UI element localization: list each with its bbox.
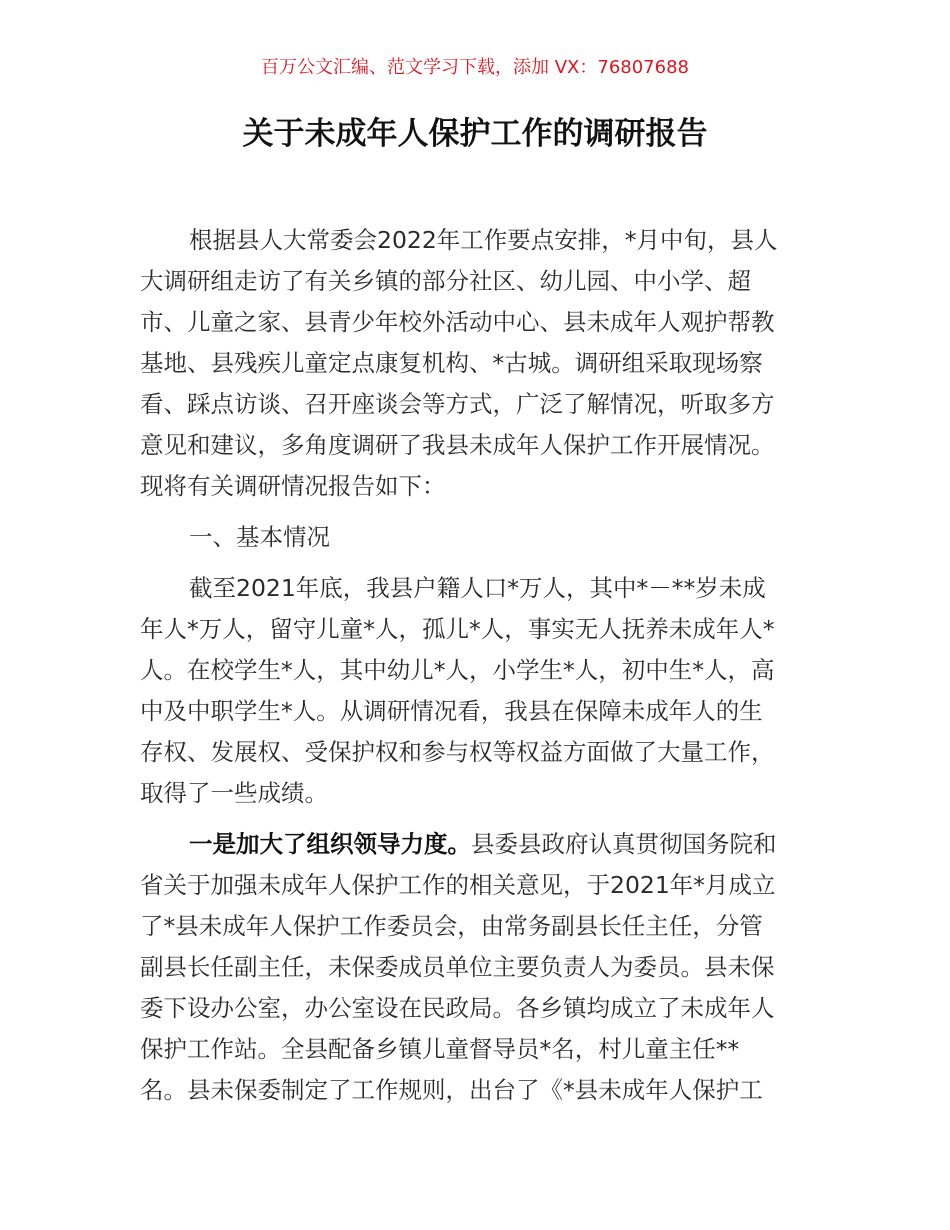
document-title: 关于未成年人保护工作的调研报告 [242, 116, 708, 152]
text-line [140, 691, 820, 732]
text-line [140, 568, 820, 609]
text-line [140, 261, 820, 302]
line-text: 中及中职学生*人。从调研情况看，我县在保障未成年人的生 [140, 697, 763, 725]
line-text: 省关于加强未成年人保护工作的相关意见，于2021年*月成立 [140, 871, 776, 899]
text-line [140, 773, 820, 814]
watermark-banner: 百万公文汇编、范文学习下载，添加 VX：76807688 [261, 57, 689, 78]
text-line [140, 906, 820, 947]
text-line [140, 220, 820, 261]
line-text: 一、基本情况 [189, 523, 330, 551]
line-text: 保护工作站。全县配备乡镇儿童督导员*名，村儿童主任** [140, 1035, 740, 1063]
line-text: 根据县人大常委会2022年工作要点安排，*月中旬，县人 [189, 226, 778, 254]
text-line [140, 732, 820, 773]
text-line [140, 947, 820, 988]
line-text: 看、踩点访谈、召开座谈会等方式，广泛了解情况，听取多方 [140, 390, 775, 418]
line-text: 县委县政府认真贯彻国务院和 [471, 830, 777, 858]
paragraph [140, 517, 820, 558]
line-text: 现将有关调研情况报告如下： [140, 472, 446, 500]
line-text: 名。县未保委制定了工作规则，出台了《*县未成年人保护工 [140, 1076, 763, 1104]
line-text: 截至2021年底，我县户籍人口*万人，其中*－**岁未成 [189, 574, 766, 602]
text-line [140, 384, 820, 425]
text-line [140, 1070, 820, 1111]
paragraph [140, 568, 820, 814]
text-line [140, 466, 820, 507]
text-line [140, 425, 820, 466]
line-text: 市、儿童之家、县青少年校外活动中心、县未成年人观护帮教 [140, 308, 775, 336]
paragraph [140, 824, 820, 1111]
line-text: 年人*万人，留守儿童*人，孤儿*人，事实无人抚养未成年人* [140, 615, 775, 643]
text-line [140, 343, 820, 384]
text-line [140, 609, 820, 650]
text-line [140, 865, 820, 906]
text-line [140, 824, 820, 865]
document-body [140, 220, 820, 1121]
text-line [140, 650, 820, 691]
line-text: 了*县未成年人保护工作委员会，由常务副县长任主任，分管 [140, 912, 763, 940]
line-text: 委下设办公室，办公室设在民政局。各乡镇均成立了未成年人 [140, 994, 775, 1022]
text-line [140, 517, 820, 558]
line-text: 副县长任副主任，未保委成员单位主要负责人为委员。县未保 [140, 953, 775, 981]
text-line [140, 1029, 820, 1070]
line-text: 基地、县残疾儿童定点康复机构、*古城。调研组采取现场察 [140, 349, 763, 377]
line-text: 存权、发展权、受保护权和参与权等权益方面做了大量工作， [140, 738, 775, 766]
text-line [140, 302, 820, 343]
text-line [140, 988, 820, 1029]
paragraph [140, 220, 820, 507]
line-text: 意见和建议，多角度调研了我县未成年人保护工作开展情况。 [140, 431, 775, 459]
bold-lead-sentence: 一是加大了组织领导力度。 [189, 830, 471, 858]
line-text: 大调研组走访了有关乡镇的部分社区、幼儿园、中小学、超 [140, 267, 751, 295]
line-text: 人。在校学生*人，其中幼儿*人，小学生*人，初中生*人，高 [140, 656, 775, 684]
line-text: 取得了一些成绩。 [140, 779, 328, 807]
